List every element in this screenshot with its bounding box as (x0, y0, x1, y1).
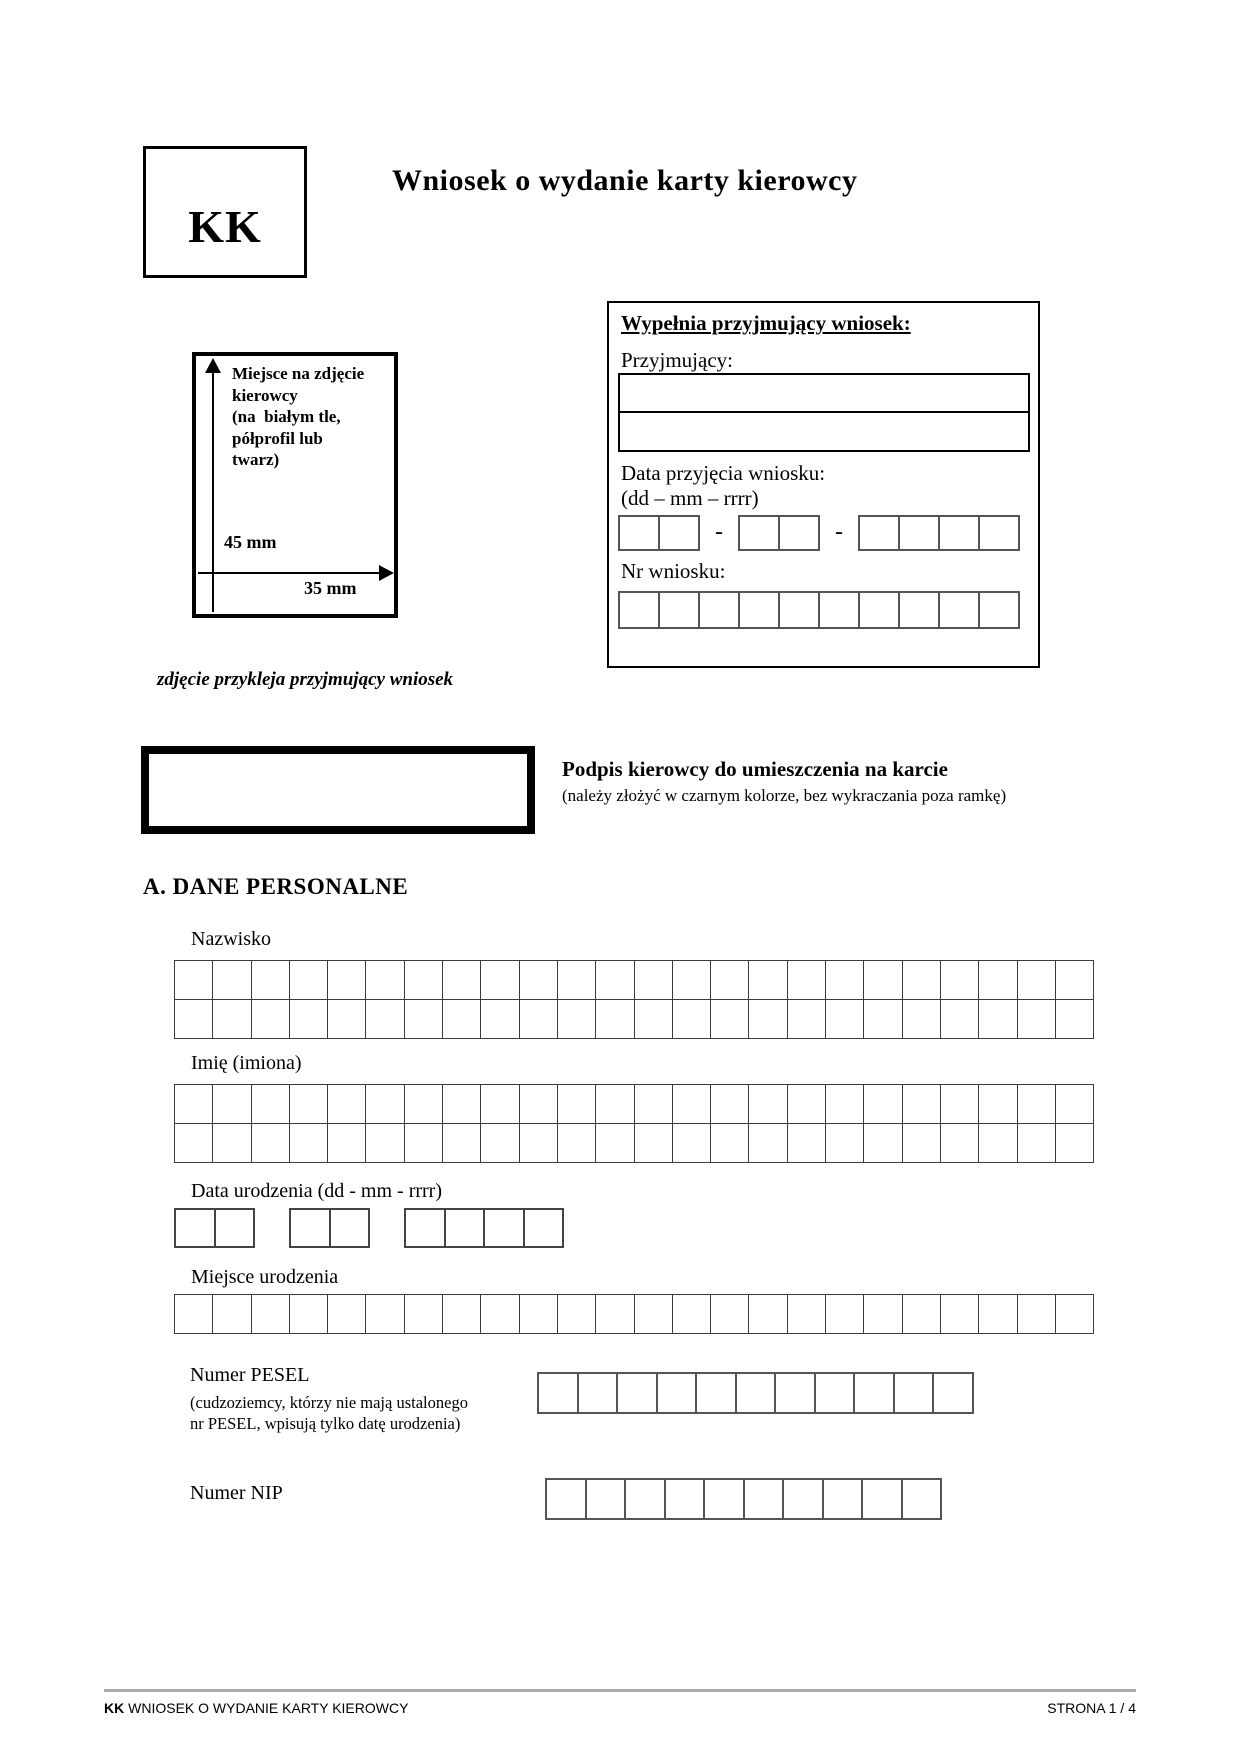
char-cell[interactable] (941, 1000, 979, 1039)
char-cell[interactable] (443, 961, 481, 1000)
birth-date-cells (174, 1208, 564, 1248)
char-cell[interactable] (1056, 1000, 1094, 1039)
char-cell[interactable] (635, 1124, 673, 1163)
char-cell[interactable] (331, 1210, 369, 1246)
char-cell[interactable] (213, 1295, 251, 1334)
char-cell[interactable] (780, 517, 818, 549)
char-cell[interactable] (328, 1000, 366, 1039)
char-cell[interactable] (328, 1085, 366, 1124)
char-cell[interactable] (213, 961, 251, 1000)
char-cell[interactable] (788, 1124, 826, 1163)
char-cell[interactable] (749, 1085, 787, 1124)
char-cell[interactable] (1018, 1000, 1056, 1039)
char-cell[interactable] (252, 1295, 290, 1334)
char-cell[interactable] (864, 1295, 902, 1334)
char-cell[interactable] (788, 961, 826, 1000)
char-cell[interactable] (941, 1124, 979, 1163)
char-cell[interactable] (290, 1085, 328, 1124)
char-cell[interactable] (558, 1295, 596, 1334)
section-a-heading: A. DANE PERSONALNE (143, 874, 409, 899)
request-number-cells (618, 591, 1020, 629)
char-cell[interactable] (660, 593, 700, 627)
form-code-box (143, 146, 307, 278)
char-cell[interactable] (895, 1374, 935, 1412)
intake-date-year-group (858, 515, 1020, 551)
char-cell[interactable] (328, 1124, 366, 1163)
char-cell[interactable] (620, 593, 660, 627)
char-cell[interactable] (864, 1124, 902, 1163)
char-cell[interactable] (443, 1085, 481, 1124)
char-cell[interactable] (635, 1085, 673, 1124)
char-cell[interactable] (1018, 1124, 1056, 1163)
char-cell[interactable] (446, 1210, 486, 1246)
char-cell[interactable] (520, 1000, 558, 1039)
char-cell[interactable] (175, 961, 213, 1000)
char-cell[interactable] (737, 1374, 777, 1412)
intake-date-format: (dd – mm – rrrr) (621, 486, 759, 510)
char-cell[interactable] (366, 1124, 404, 1163)
footer-form-name: KK WNIOSEK O WYDANIE KARTY KIEROWCY (104, 1700, 409, 1716)
char-cell[interactable] (176, 1210, 216, 1246)
char-cell[interactable] (290, 1295, 328, 1334)
char-cell[interactable] (780, 593, 820, 627)
intake-date-label: Data przyjęcia wniosku: (621, 461, 826, 485)
char-cell[interactable] (1018, 961, 1056, 1000)
char-cell[interactable] (635, 1295, 673, 1334)
char-cell[interactable] (1056, 961, 1094, 1000)
birth-date-month-group (289, 1208, 370, 1248)
char-cell[interactable] (979, 1000, 1017, 1039)
char-cell[interactable] (903, 961, 941, 1000)
intake-section (607, 301, 1040, 668)
receiver-label: Przyjmujący: (621, 348, 733, 372)
surname-label: Nazwisko (191, 928, 271, 950)
given-names-label: Imię (imiona) (191, 1052, 302, 1074)
char-cell[interactable] (481, 1295, 519, 1334)
char-cell[interactable] (673, 1085, 711, 1124)
char-cell[interactable] (749, 1124, 787, 1163)
char-cell[interactable] (213, 1124, 251, 1163)
char-cell[interactable] (405, 1124, 443, 1163)
receiver-input-line-2[interactable] (618, 411, 1030, 452)
birth-date-day-group (174, 1208, 255, 1248)
char-cell[interactable] (1056, 1124, 1094, 1163)
char-cell[interactable] (788, 1295, 826, 1334)
char-cell[interactable] (826, 1295, 864, 1334)
arrow-right-icon (379, 565, 394, 581)
nip-label: Numer NIP (190, 1482, 283, 1504)
char-cell[interactable] (547, 1480, 587, 1518)
char-cell[interactable] (175, 1295, 213, 1334)
char-cell[interactable] (749, 1295, 787, 1334)
char-cell[interactable] (863, 1480, 903, 1518)
signature-title: Podpis kierowcy do umieszczenia na karcie (562, 757, 948, 781)
char-cell[interactable] (635, 1000, 673, 1039)
char-cell[interactable] (481, 961, 519, 1000)
char-cell[interactable] (673, 1124, 711, 1163)
char-cell[interactable] (618, 1374, 658, 1412)
char-cell[interactable] (481, 1085, 519, 1124)
char-cell[interactable] (934, 1374, 972, 1412)
char-cell[interactable] (980, 517, 1018, 549)
char-cell[interactable] (596, 1295, 634, 1334)
char-cell[interactable] (520, 1124, 558, 1163)
char-cell[interactable] (941, 1295, 979, 1334)
photo-caption: zdjęcie przykleja przyjmujący wniosek (157, 669, 454, 690)
char-cell[interactable] (826, 1085, 864, 1124)
char-cell[interactable] (941, 1085, 979, 1124)
char-cell[interactable] (711, 1085, 749, 1124)
char-cell[interactable] (620, 517, 660, 549)
char-cell[interactable] (520, 961, 558, 1000)
char-cell[interactable] (290, 1124, 328, 1163)
char-cell[interactable] (579, 1374, 619, 1412)
intake-title: Wypełnia przyjmujący wniosek: (621, 311, 911, 335)
char-cell[interactable] (979, 1124, 1017, 1163)
birth-place-grid (174, 1294, 1094, 1334)
char-cell[interactable] (520, 1295, 558, 1334)
char-cell[interactable] (481, 1124, 519, 1163)
char-cell[interactable] (175, 1000, 213, 1039)
char-cell[interactable] (940, 517, 980, 549)
char-cell[interactable] (328, 961, 366, 1000)
char-cell[interactable] (596, 1124, 634, 1163)
char-cell[interactable] (673, 961, 711, 1000)
char-cell[interactable] (1018, 1295, 1056, 1334)
char-cell[interactable] (558, 961, 596, 1000)
char-cell[interactable] (864, 961, 902, 1000)
char-cell[interactable] (216, 1210, 254, 1246)
signature-box[interactable] (141, 746, 535, 834)
char-cell[interactable] (979, 1295, 1017, 1334)
char-cell[interactable] (175, 1124, 213, 1163)
photo-placement-box (192, 352, 398, 618)
footer-form-code: KK (104, 1700, 125, 1716)
char-cell[interactable] (213, 1000, 251, 1039)
birth-date-year-group (404, 1208, 564, 1248)
receiver-input-line-1[interactable] (618, 373, 1030, 413)
char-cell[interactable] (860, 593, 900, 627)
char-cell[interactable] (900, 593, 940, 627)
char-cell[interactable] (291, 1210, 331, 1246)
char-cell[interactable] (520, 1085, 558, 1124)
char-cell[interactable] (980, 593, 1018, 627)
page-title: Wniosek o wydanie karty kierowcy (392, 164, 858, 197)
char-cell[interactable] (252, 961, 290, 1000)
footer-page-number: STRONA 1 / 4 (1047, 1700, 1136, 1716)
date-separator: - (715, 519, 723, 545)
char-cell[interactable] (711, 961, 749, 1000)
given-names-grid (174, 1084, 1094, 1163)
pesel-note: (cudzoziemcy, którzy nie mają ustalonego nr PESEL, wpisują tylko datę urodzenia) (190, 1393, 468, 1433)
char-cell[interactable] (290, 961, 328, 1000)
signature-note: (należy złożyć w czarnym kolorze, bez wykraczania poza ramkę) (562, 786, 1007, 805)
char-cell[interactable] (558, 1085, 596, 1124)
birth-place-label: Miejsce urodzenia (191, 1266, 339, 1288)
char-cell[interactable] (711, 1295, 749, 1334)
char-cell[interactable] (711, 1124, 749, 1163)
char-cell[interactable] (864, 1085, 902, 1124)
char-cell[interactable] (406, 1210, 446, 1246)
char-cell[interactable] (539, 1374, 579, 1412)
char-cell[interactable] (788, 1085, 826, 1124)
char-cell[interactable] (1018, 1085, 1056, 1124)
char-cell[interactable] (784, 1480, 824, 1518)
char-cell[interactable] (816, 1374, 856, 1412)
char-cell[interactable] (673, 1295, 711, 1334)
photo-width-label: 35 mm (304, 578, 357, 598)
char-cell[interactable] (290, 1000, 328, 1039)
char-cell[interactable] (824, 1480, 864, 1518)
char-cell[interactable] (673, 1000, 711, 1039)
char-cell[interactable] (860, 517, 900, 549)
char-cell[interactable] (941, 961, 979, 1000)
char-cell[interactable] (864, 1000, 902, 1039)
char-cell[interactable] (940, 593, 980, 627)
char-cell[interactable] (596, 1000, 634, 1039)
char-cell[interactable] (405, 1000, 443, 1039)
char-cell[interactable] (405, 961, 443, 1000)
char-cell[interactable] (740, 593, 780, 627)
pesel-label: Numer PESEL (190, 1364, 310, 1386)
char-cell[interactable] (826, 1000, 864, 1039)
char-cell[interactable] (558, 1124, 596, 1163)
intake-date-month-group (738, 515, 820, 551)
char-cell[interactable] (820, 593, 860, 627)
char-cell[interactable] (745, 1480, 785, 1518)
char-cell[interactable] (405, 1085, 443, 1124)
nip-cells (545, 1478, 942, 1520)
char-cell[interactable] (252, 1000, 290, 1039)
char-cell[interactable] (366, 1085, 404, 1124)
char-cell[interactable] (776, 1374, 816, 1412)
char-cell[interactable] (903, 1295, 941, 1334)
char-cell[interactable] (405, 1295, 443, 1334)
char-cell[interactable] (749, 961, 787, 1000)
char-cell[interactable] (443, 1124, 481, 1163)
char-cell[interactable] (826, 1124, 864, 1163)
char-cell[interactable] (481, 1000, 519, 1039)
date-separator: - (835, 519, 843, 545)
char-cell[interactable] (596, 1085, 634, 1124)
intake-date-cells (618, 515, 1020, 551)
receiver-input-group (618, 373, 1030, 452)
char-cell[interactable] (903, 1085, 941, 1124)
char-cell[interactable] (979, 1085, 1017, 1124)
pesel-cells (537, 1372, 974, 1414)
char-cell[interactable] (366, 1295, 404, 1334)
char-cell[interactable] (903, 1480, 941, 1518)
char-cell[interactable] (658, 1374, 698, 1412)
char-cell[interactable] (666, 1480, 706, 1518)
form-code: KK (188, 200, 262, 252)
photo-instructions: Miejsce na zdjęcie kierowcy (na białym tle, półprofil lub twarz) (232, 364, 365, 469)
char-cell[interactable] (366, 961, 404, 1000)
request-number-label: Nr wniosku: (621, 559, 726, 583)
char-cell[interactable] (826, 961, 864, 1000)
char-cell[interactable] (855, 1374, 895, 1412)
char-cell[interactable] (979, 961, 1017, 1000)
char-cell[interactable] (252, 1085, 290, 1124)
char-cell[interactable] (558, 1000, 596, 1039)
char-cell[interactable] (596, 961, 634, 1000)
char-cell[interactable] (485, 1210, 525, 1246)
photo-height-label: 45 mm (224, 532, 277, 552)
char-cell[interactable] (749, 1000, 787, 1039)
char-cell[interactable] (788, 1000, 826, 1039)
char-cell[interactable] (903, 1000, 941, 1039)
char-cell[interactable] (740, 517, 780, 549)
char-cell[interactable] (711, 1000, 749, 1039)
char-cell[interactable] (903, 1124, 941, 1163)
char-cell[interactable] (525, 1210, 563, 1246)
char-cell[interactable] (700, 593, 740, 627)
footer-rule (104, 1689, 1136, 1692)
char-cell[interactable] (1056, 1085, 1094, 1124)
char-cell[interactable] (626, 1480, 666, 1518)
char-cell[interactable] (366, 1000, 404, 1039)
char-cell[interactable] (213, 1085, 251, 1124)
char-cell[interactable] (443, 1000, 481, 1039)
surname-grid (174, 960, 1094, 1039)
char-cell[interactable] (587, 1480, 627, 1518)
char-cell[interactable] (328, 1295, 366, 1334)
char-cell[interactable] (175, 1085, 213, 1124)
char-cell[interactable] (1056, 1295, 1094, 1334)
char-cell[interactable] (900, 517, 940, 549)
char-cell[interactable] (697, 1374, 737, 1412)
char-cell[interactable] (660, 517, 698, 549)
height-dimension-line (212, 370, 214, 612)
intake-date-day-group (618, 515, 700, 551)
arrow-up-icon (205, 358, 221, 373)
char-cell[interactable] (252, 1124, 290, 1163)
char-cell[interactable] (705, 1480, 745, 1518)
char-cell[interactable] (635, 961, 673, 1000)
width-dimension-line (198, 572, 380, 574)
char-cell[interactable] (443, 1295, 481, 1334)
birth-date-label: Data urodzenia (dd - mm - rrrr) (191, 1180, 442, 1202)
